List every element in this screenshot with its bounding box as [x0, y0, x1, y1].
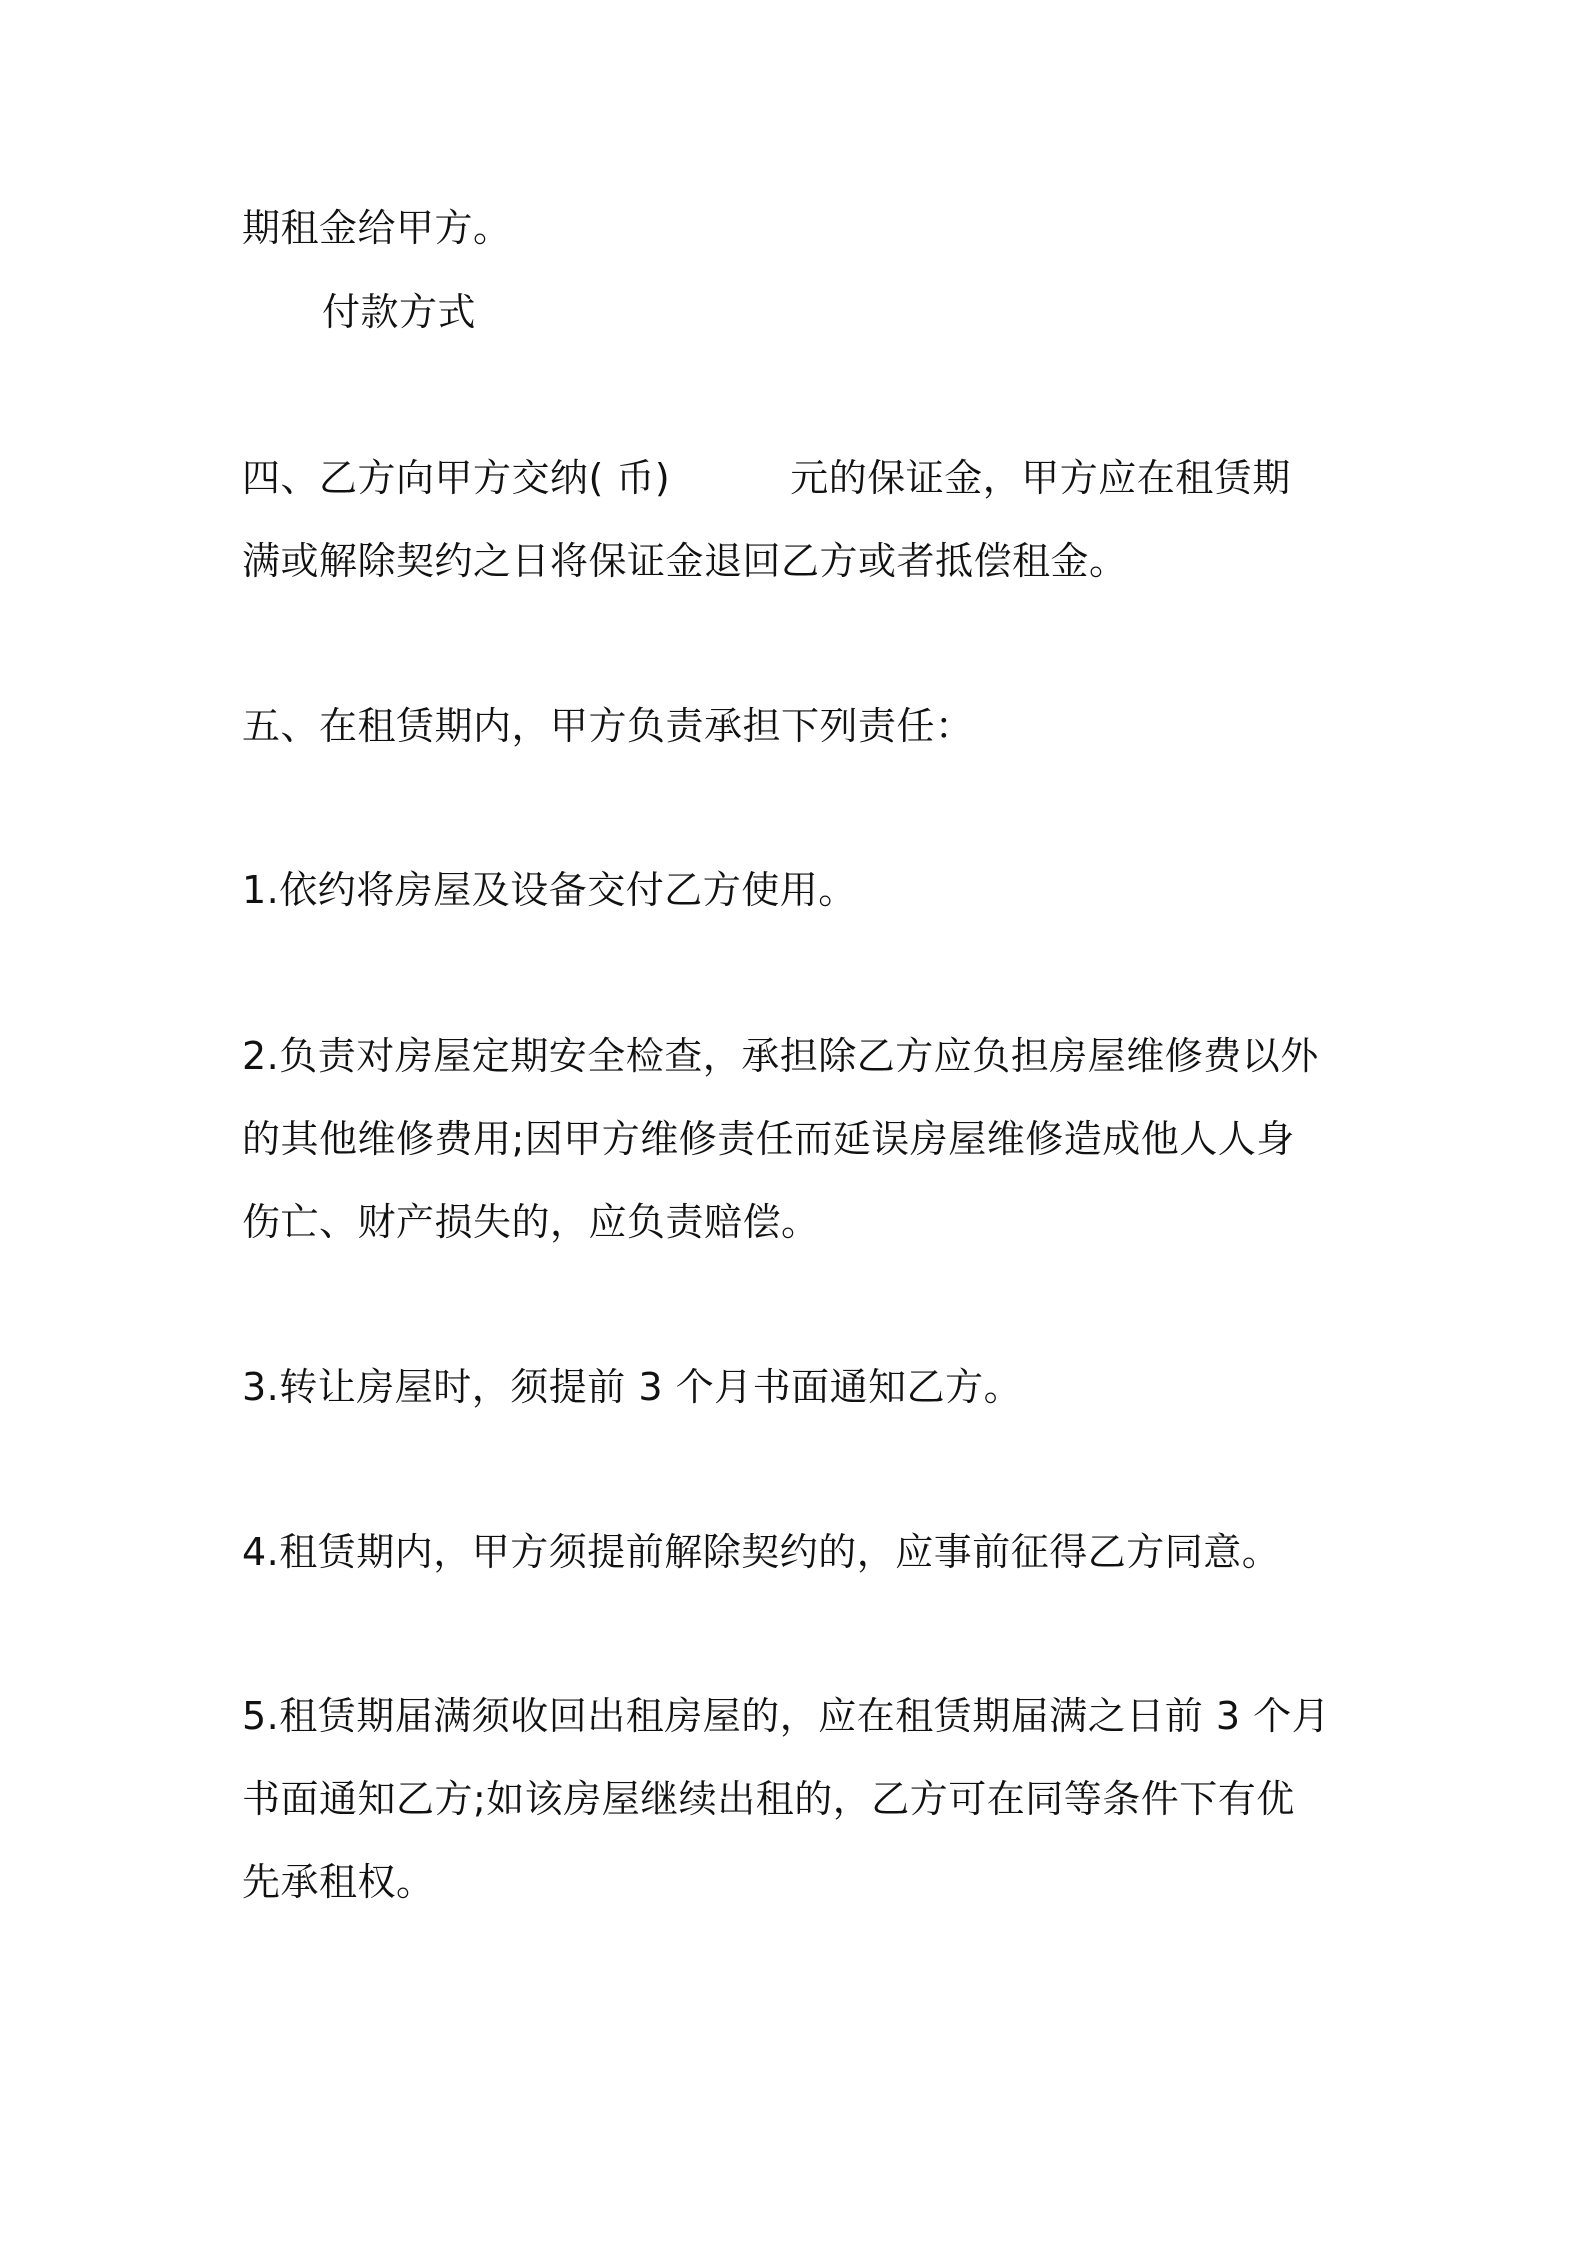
- item-5-line-3: 先承租权。: [242, 1860, 435, 1904]
- clause-4-part-b: 元的保证金，甲方应在租赁期: [790, 456, 1291, 500]
- clause-4-line-2: 满或解除契约之日将保证金退回乙方或者抵偿租金。: [242, 539, 1128, 583]
- item-4: 4.租赁期内，甲方须提前解除契约的，应事前征得乙方同意。: [242, 1530, 1281, 1574]
- clause-5-heading: 五、在租赁期内，甲方负责承担下列责任：: [242, 704, 974, 748]
- heading-payment-method: 付款方式: [322, 290, 477, 334]
- item-5-line-1: 5.租赁期届满须收回出租房屋的，应在租赁期届满之日前 3 个月: [242, 1694, 1331, 1738]
- item-2-line-3: 伤亡、财产损失的，应负责赔偿。: [242, 1200, 820, 1244]
- clause-4-line-1: [242, 452, 1291, 504]
- item-2-line-1: 2.负责对房屋定期安全检查，承担除乙方应负担房屋维修费以外: [242, 1034, 1319, 1078]
- item-2-line-2: 的其他维修费用;因甲方维修责任而延误房屋维修造成他人人身: [242, 1117, 1295, 1161]
- item-1: 1.依约将房屋及设备交付乙方使用。: [242, 868, 857, 912]
- clause-4-part-a: 四、乙方向甲方交纳( 币): [242, 456, 671, 500]
- text-line-1: 期租金给甲方。: [242, 206, 512, 250]
- item-5-line-2: 书面通知乙方;如该房屋继续出租的，乙方可在同等条件下有优: [242, 1777, 1295, 1821]
- item-3: 3.转让房屋时，须提前 3 个月书面通知乙方。: [242, 1365, 1023, 1409]
